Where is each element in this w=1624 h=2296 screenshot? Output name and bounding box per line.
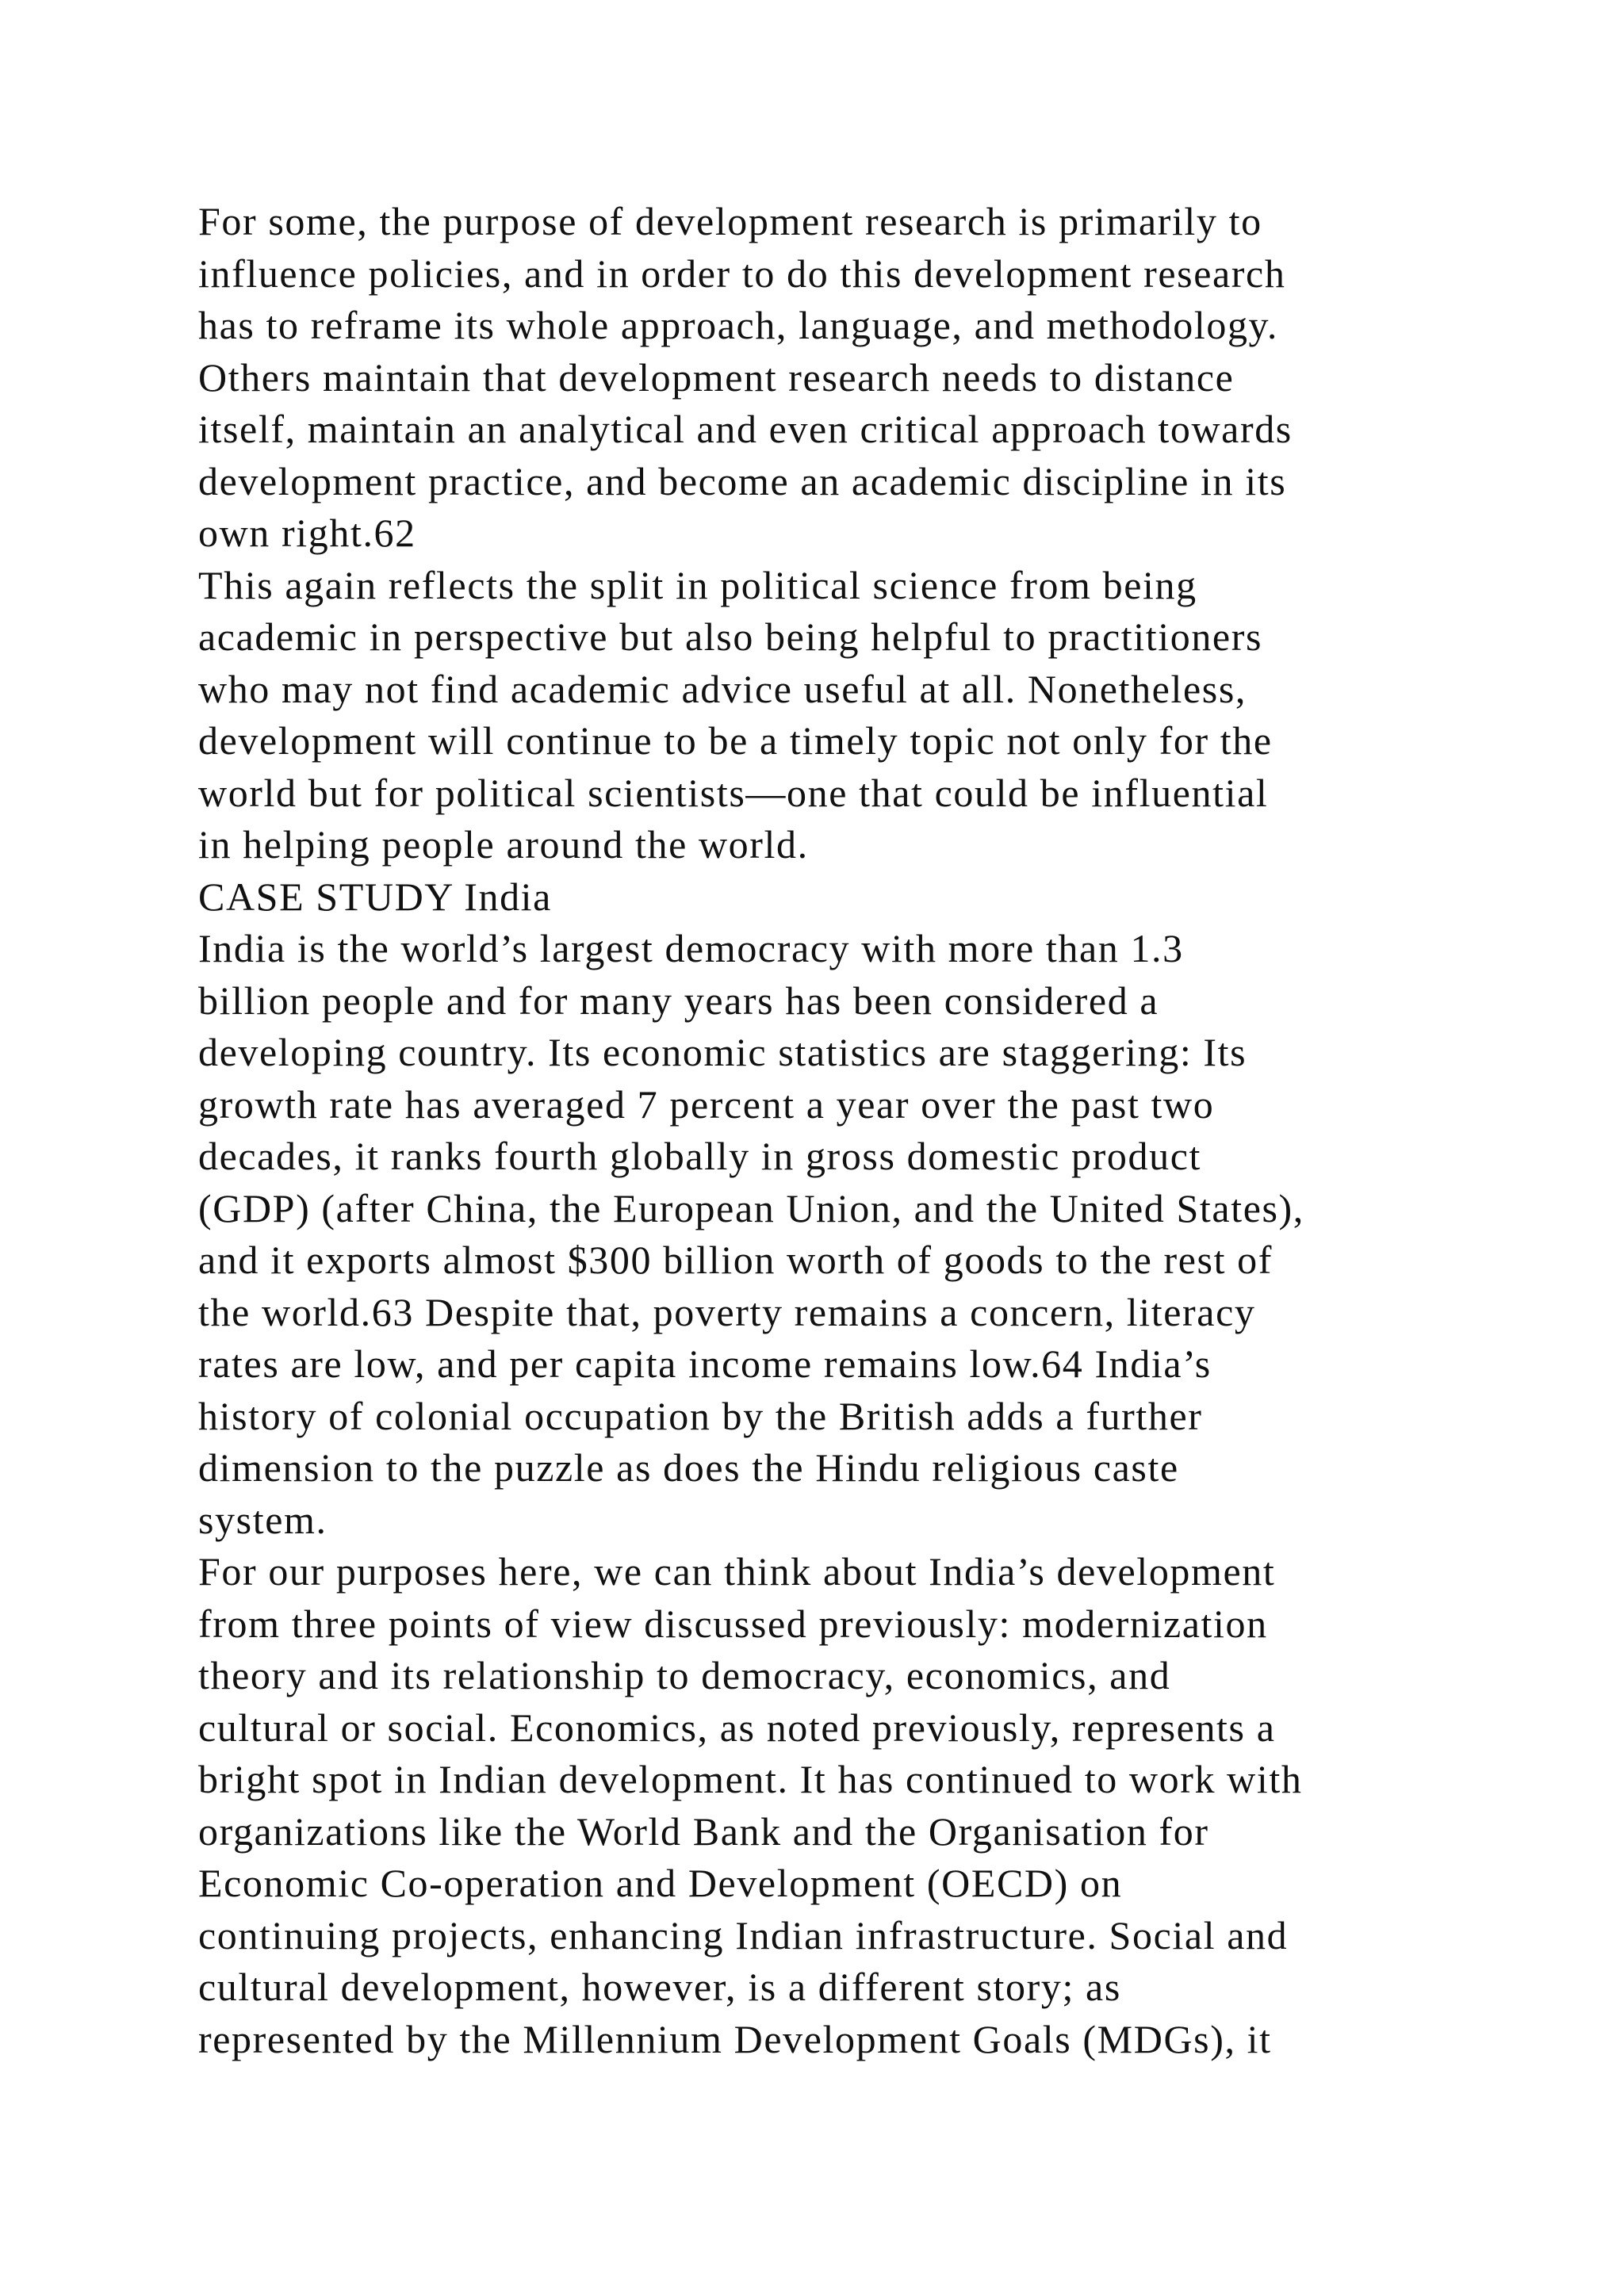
text-line: development practice, and become an academic discipline in its bbox=[198, 458, 1287, 503]
text-line: cultural or social. Economics, as noted previously, represents a bbox=[198, 1705, 1276, 1750]
text-line: Others maintain that development research needs to distance bbox=[198, 354, 1235, 400]
text-line: For some, the purpose of development research is primarily to bbox=[198, 199, 1262, 243]
text-line: billion people and for many years has been considered a bbox=[198, 978, 1159, 1023]
text-line: continuing projects, enhancing Indian infrastructure. Social and bbox=[198, 1912, 1289, 1957]
text-line: growth rate has averaged 7 percent a year over the past two bbox=[198, 1081, 1215, 1127]
text-line: academic in perspective but also being helpful to practitioners bbox=[198, 614, 1263, 659]
text-line: represented by the Millennium Development Goals (MDGs), it bbox=[198, 2016, 1272, 2061]
text-line: theory and its relationship to democracy, economics, and bbox=[198, 1653, 1171, 1697]
text-line: Economic Co-operation and Development (OECD) on bbox=[198, 1861, 1123, 1905]
text-line: rates are low, and per capita income remains low.64 India’s bbox=[198, 1341, 1212, 1386]
text-line: world but for political scientists—one that could be influential bbox=[198, 770, 1269, 815]
text-line: organizations like the World Bank and the Organisation for bbox=[198, 1808, 1209, 1854]
text-line: itself, maintain an analytical and even critical approach towards bbox=[198, 407, 1293, 451]
text-line: has to reframe its whole approach, language, and methodology. bbox=[198, 303, 1279, 347]
text-line: system. bbox=[198, 1497, 327, 1542]
text-line: who may not find academic advice useful at all. Nonetheless, bbox=[198, 666, 1247, 711]
text-line: from three points of view discussed previously: modernization bbox=[198, 1601, 1268, 1646]
text-line: For our purposes here, we can think about India’s development bbox=[198, 1549, 1276, 1594]
text-line: history of colonial occupation by the British adds a further bbox=[198, 1393, 1203, 1438]
section-heading: CASE STUDY India bbox=[198, 874, 552, 919]
text-line: influence policies, and in order to do this development research bbox=[198, 251, 1286, 296]
text-line: decades, it ranks fourth globally in gross domestic product bbox=[198, 1134, 1201, 1178]
text-line: own right.62 bbox=[198, 511, 416, 555]
text-line: India is the world’s largest democracy with more than 1.3 bbox=[198, 926, 1184, 970]
text-line: developing country. Its economic statistics are staggering: Its bbox=[198, 1030, 1247, 1074]
text-line: in helping people around the world. bbox=[198, 822, 809, 867]
text-line: the world.63 Despite that, poverty remains a concern, literacy bbox=[198, 1289, 1256, 1334]
text-line: This again reflects the split in political science from being bbox=[198, 562, 1197, 607]
text-line: development will continue to be a timely topic not only for the bbox=[198, 718, 1273, 763]
text-line: cultural development, however, is a different story; as bbox=[198, 1965, 1121, 2009]
text-line: bright spot in Indian development. It has continued to work with bbox=[198, 1757, 1303, 1801]
text-line: and it exports almost $300 billion worth of goods to the rest of bbox=[198, 1238, 1274, 1282]
text-line: dimension to the puzzle as does the Hindu religious caste bbox=[198, 1445, 1179, 1490]
document-body bbox=[198, 196, 1499, 2065]
text-line: (GDP) (after China, the European Union, and the United States), bbox=[198, 1185, 1304, 1230]
